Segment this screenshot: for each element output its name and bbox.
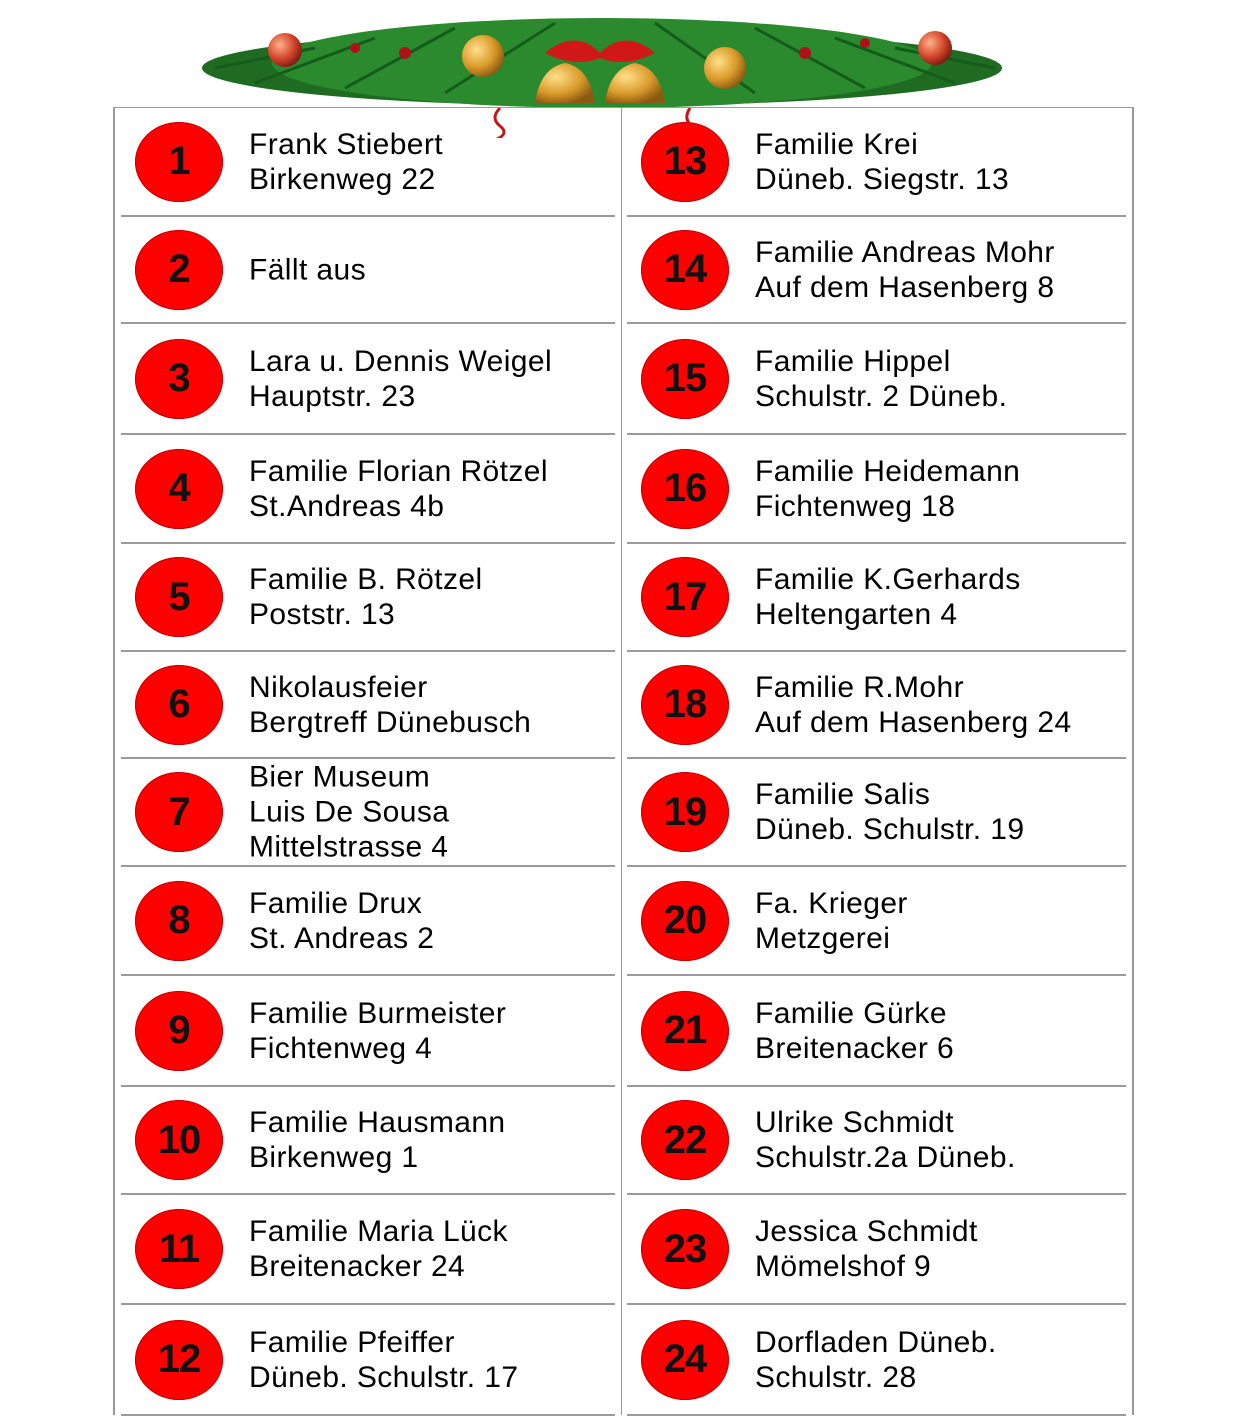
calendar-entry-day-10 bbox=[121, 1087, 615, 1195]
day-number-badge bbox=[641, 881, 729, 961]
day-number: 22 bbox=[663, 1117, 707, 1162]
entry-host-and-address bbox=[249, 252, 366, 287]
address-line: Schulstr. 2 Düneb. bbox=[755, 379, 1008, 413]
day-number-badge bbox=[641, 230, 729, 310]
column-days-13-24 bbox=[621, 108, 1132, 1415]
day-number: 12 bbox=[157, 1337, 201, 1381]
day-number: 17 bbox=[663, 574, 707, 619]
entry-host-and-address bbox=[755, 127, 1009, 197]
address-line: St. Andreas 2 bbox=[249, 921, 435, 955]
host-name: Fa. Krieger bbox=[755, 886, 908, 920]
host-name: Dorfladen Düneb. bbox=[755, 1325, 997, 1359]
day-number-badge bbox=[135, 557, 223, 637]
address-line: Mittelstrasse 4 bbox=[249, 830, 449, 864]
entry-host-and-address bbox=[755, 996, 954, 1066]
day-number: 11 bbox=[158, 1226, 200, 1271]
day-number: 13 bbox=[663, 139, 707, 183]
entry-host-and-address bbox=[249, 996, 506, 1066]
day-number-badge bbox=[641, 122, 729, 202]
calendar-entry-day-20 bbox=[627, 867, 1126, 976]
address-line: Düneb. Schulstr. 19 bbox=[755, 813, 1025, 846]
day-number-badge bbox=[135, 881, 223, 961]
day-number-badge bbox=[135, 122, 223, 202]
day-number: 1 bbox=[168, 139, 190, 183]
column-days-1-12 bbox=[115, 108, 622, 1415]
address-line: Fichtenweg 4 bbox=[249, 1031, 433, 1065]
entry-host-and-address bbox=[755, 344, 1007, 414]
day-number: 23 bbox=[663, 1226, 707, 1271]
entry-host-and-address bbox=[755, 235, 1055, 305]
day-number-badge bbox=[135, 1100, 223, 1180]
entry-host-and-address bbox=[755, 1214, 978, 1284]
calendar-entry-day-12 bbox=[121, 1305, 615, 1416]
address-line: Auf dem Hasenberg 24 bbox=[755, 705, 1072, 739]
day-number: 2 bbox=[168, 247, 190, 291]
address-line: Schulstr. 28 bbox=[755, 1360, 917, 1394]
calendar-entry-day-13 bbox=[627, 108, 1126, 217]
calendar-entry-day-1 bbox=[121, 108, 615, 217]
day-number: 16 bbox=[663, 466, 707, 510]
address-line: Auf dem Hasenberg 8 bbox=[755, 270, 1055, 304]
calendar-entry-day-7 bbox=[121, 759, 615, 867]
address-line: Mömelshof 9 bbox=[755, 1250, 932, 1283]
entry-host-and-address bbox=[249, 1325, 518, 1395]
host-name: Familie Salis bbox=[755, 778, 931, 811]
entry-host-and-address bbox=[249, 1105, 506, 1175]
entry-host-and-address bbox=[755, 777, 1024, 847]
day-number: 15 bbox=[663, 356, 707, 400]
calendar-entry-day-16 bbox=[627, 435, 1126, 544]
host-name: Bier Museum bbox=[249, 760, 431, 794]
host-name: Lara u. Dennis Weigel bbox=[249, 344, 553, 378]
host-name: Familie Florian Rötzel bbox=[249, 454, 548, 488]
day-number-badge bbox=[135, 449, 223, 529]
address-line: Luis De Sousa bbox=[249, 795, 450, 829]
calendar-entry-day-14 bbox=[627, 217, 1126, 324]
day-number-badge bbox=[135, 230, 223, 310]
entry-host-and-address bbox=[755, 454, 1020, 524]
entry-host-and-address bbox=[755, 1325, 997, 1395]
day-number: 9 bbox=[168, 1008, 190, 1052]
day-number-badge bbox=[135, 1209, 223, 1289]
host-name: Fällt aus bbox=[249, 253, 366, 286]
day-number: 10 bbox=[157, 1117, 201, 1162]
calendar-entry-day-4 bbox=[121, 435, 615, 544]
host-name: Familie B. Rötzel bbox=[249, 563, 483, 596]
address-line: Poststr. 13 bbox=[249, 598, 396, 631]
host-name: Frank Stiebert bbox=[249, 127, 444, 161]
day-number-badge bbox=[135, 1320, 223, 1400]
host-name: Familie K.Gerhards bbox=[755, 563, 1021, 596]
calendar-entry-day-11 bbox=[121, 1195, 615, 1305]
entry-host-and-address bbox=[249, 1214, 508, 1284]
day-number: 24 bbox=[663, 1337, 707, 1381]
entry-host-and-address bbox=[249, 344, 552, 414]
calendar-entry-day-6 bbox=[121, 652, 615, 759]
address-line: Düneb. Schulstr. 17 bbox=[249, 1360, 519, 1394]
address-line: Birkenweg 1 bbox=[249, 1141, 419, 1174]
entry-host-and-address bbox=[249, 454, 548, 524]
day-number: 20 bbox=[663, 898, 707, 942]
host-name: Ulrike Schmidt bbox=[755, 1106, 954, 1139]
day-number-badge bbox=[641, 1100, 729, 1180]
entry-host-and-address bbox=[755, 562, 1021, 632]
host-name: Familie Krei bbox=[755, 127, 919, 161]
day-number-badge bbox=[135, 772, 223, 852]
host-name: Familie Heidemann bbox=[755, 454, 1021, 488]
day-number-badge bbox=[641, 665, 729, 745]
host-name: Familie Hippel bbox=[755, 344, 951, 378]
calendar-entry-day-3 bbox=[121, 324, 615, 435]
entry-host-and-address bbox=[249, 760, 449, 865]
day-number-badge bbox=[135, 991, 223, 1071]
day-number-badge bbox=[135, 339, 223, 419]
calendar-entry-day-5 bbox=[121, 544, 615, 652]
day-number-badge bbox=[641, 1320, 729, 1400]
address-line: Düneb. Siegstr. 13 bbox=[755, 162, 1010, 196]
day-number: 19 bbox=[663, 789, 707, 834]
day-number: 6 bbox=[168, 682, 190, 726]
entry-host-and-address bbox=[249, 127, 443, 197]
entry-host-and-address bbox=[249, 886, 434, 956]
host-name: Familie Gürke bbox=[755, 996, 947, 1030]
address-line: Schulstr.2a Düneb. bbox=[755, 1141, 1016, 1174]
calendar-entry-day-21 bbox=[627, 976, 1126, 1087]
day-number-badge bbox=[641, 1209, 729, 1289]
address-line: St.Andreas 4b bbox=[249, 489, 445, 523]
host-name: Jessica Schmidt bbox=[755, 1215, 978, 1248]
entry-host-and-address bbox=[755, 1105, 1016, 1175]
address-line: Heltengarten 4 bbox=[755, 598, 958, 631]
host-name: Familie Maria Lück bbox=[249, 1215, 508, 1248]
calendar-entry-day-9 bbox=[121, 976, 615, 1087]
calendar-entry-day-17 bbox=[627, 544, 1126, 652]
calendar-entry-day-2 bbox=[121, 217, 615, 324]
address-line: Fichtenweg 18 bbox=[755, 489, 956, 523]
address-line: Birkenweg 22 bbox=[249, 162, 436, 196]
day-number: 21 bbox=[663, 1008, 707, 1052]
host-name: Familie R.Mohr bbox=[755, 670, 964, 704]
advent-calendar-table bbox=[113, 107, 1134, 1415]
day-number-badge bbox=[135, 665, 223, 745]
calendar-entry-day-8 bbox=[121, 867, 615, 976]
address-line: Hauptstr. 23 bbox=[249, 379, 416, 413]
entry-host-and-address bbox=[249, 670, 531, 740]
calendar-entry-day-23 bbox=[627, 1195, 1126, 1305]
host-name: Familie Hausmann bbox=[249, 1106, 506, 1139]
day-number-badge bbox=[641, 772, 729, 852]
day-number: 8 bbox=[168, 898, 190, 942]
calendar-entry-day-22 bbox=[627, 1087, 1126, 1195]
entry-host-and-address bbox=[249, 562, 483, 632]
calendar-entry-day-15 bbox=[627, 324, 1126, 435]
calendar-entry-day-19 bbox=[627, 759, 1126, 867]
address-line: Bergtreff Dünebusch bbox=[249, 705, 532, 739]
host-name: Familie Burmeister bbox=[249, 996, 507, 1030]
day-number: 4 bbox=[168, 466, 190, 510]
entry-host-and-address bbox=[755, 886, 908, 956]
address-line: Metzgerei bbox=[755, 921, 891, 955]
address-line: Breitenacker 24 bbox=[249, 1250, 466, 1283]
day-number-badge bbox=[641, 449, 729, 529]
host-name: Familie Andreas Mohr bbox=[755, 235, 1055, 269]
address-line: Breitenacker 6 bbox=[755, 1031, 955, 1065]
day-number: 7 bbox=[168, 789, 190, 834]
day-number-badge bbox=[641, 991, 729, 1071]
day-number: 3 bbox=[168, 356, 190, 400]
host-name: Familie Drux bbox=[249, 886, 423, 920]
calendar-entry-day-18 bbox=[627, 652, 1126, 759]
entry-host-and-address bbox=[755, 670, 1072, 740]
day-number: 5 bbox=[168, 574, 190, 619]
day-number-badge bbox=[641, 339, 729, 419]
host-name: Nikolausfeier bbox=[249, 670, 428, 704]
host-name: Familie Pfeiffer bbox=[249, 1325, 455, 1359]
calendar-entry-day-24 bbox=[627, 1305, 1126, 1416]
day-number: 18 bbox=[663, 682, 707, 726]
day-number: 14 bbox=[663, 247, 707, 291]
day-number-badge bbox=[641, 557, 729, 637]
